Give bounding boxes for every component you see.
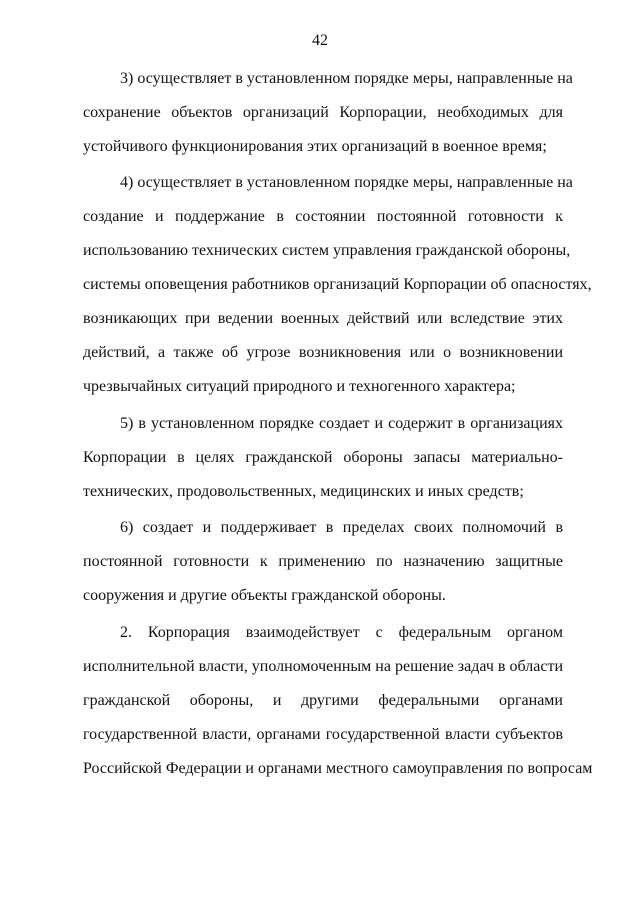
page-number: 42 — [312, 32, 328, 49]
paragraph-clause-2 — [83, 616, 593, 786]
text-line: возникающих при ведении военных действий или вследствие этих — [83, 310, 563, 327]
paragraph-item-4 — [83, 166, 592, 404]
text-line: Российской Федерации и органами местного самоуправления по вопросам — [83, 760, 593, 777]
text-line: 2. Корпорация взаимодействует с федеральным органом — [120, 624, 563, 641]
text-line: 5) в установленном порядке создает и содержит в организациях — [120, 415, 563, 432]
text-line: исполнительной власти, уполномоченным на решение задач в области — [83, 658, 563, 675]
text-line: сооружения и другие объекты гражданской обороны. — [83, 587, 446, 604]
text-line: 6) создает и поддерживает в пределах своих полномочий в — [120, 519, 563, 536]
paragraph-item-3 — [83, 62, 573, 164]
text-line: системы оповещения работников организаций Корпорации об опасностях, — [83, 276, 592, 293]
text-line: постоянной готовности к применению по назначению защитные — [83, 553, 563, 570]
paragraph-item-6 — [83, 511, 563, 613]
text-line: чрезвычайных ситуаций природного и техногенного характера; — [83, 378, 516, 395]
text-line: государственной власти, органами государственной власти субъектов — [83, 726, 563, 743]
text-line: Корпорации в целях гражданской обороны запасы материально- — [83, 449, 563, 466]
text-line: действий, а также об угрозе возникновения или о возникновении — [83, 344, 563, 361]
text-line: 4) осуществляет в установленном порядке меры, направленные на — [120, 174, 573, 191]
text-line: сохранение объектов организаций Корпорации, необходимых для — [83, 104, 563, 121]
text-line: создание и поддержание в состоянии постоянной готовности к — [83, 208, 563, 225]
text-line: технических, продовольственных, медицинских и иных средств; — [83, 483, 524, 500]
text-line: гражданской обороны, и другими федеральными органами — [83, 692, 563, 709]
text-line: 3) осуществляет в установленном порядке меры, направленные на — [120, 70, 573, 87]
text-line: использованию технических систем управления гражданской обороны, — [83, 242, 571, 259]
text-line: устойчивого функционирования этих организаций в военное время; — [83, 138, 547, 155]
paragraph-item-5 — [83, 407, 563, 509]
